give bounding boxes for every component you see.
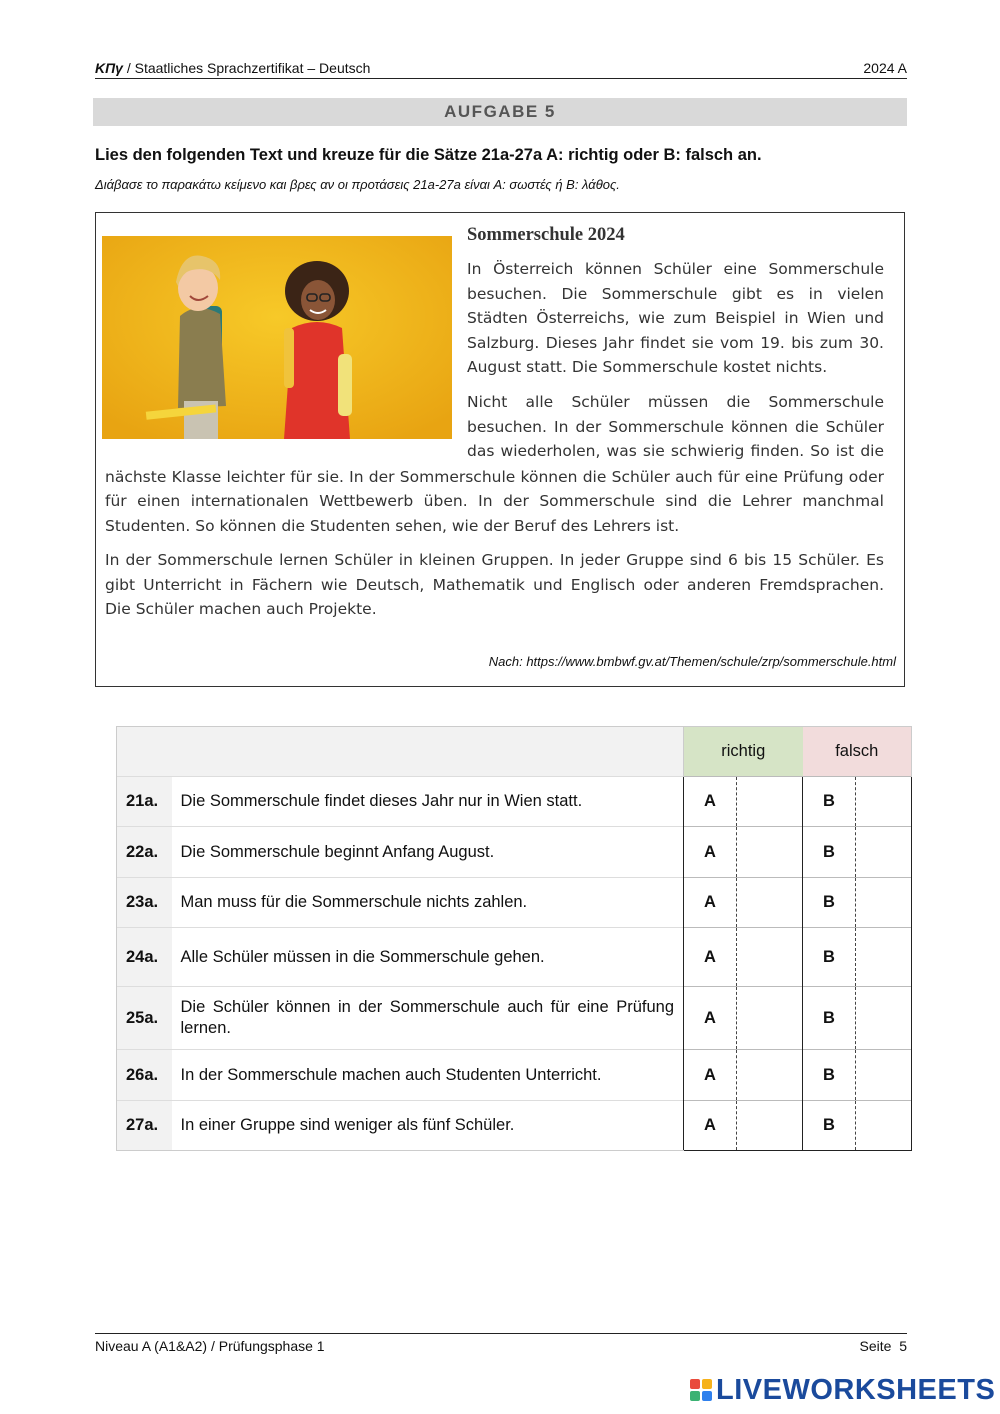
table-row bbox=[117, 1101, 912, 1151]
column-falsch: falsch bbox=[803, 727, 912, 777]
text-line: In Österreich können Schüler eine Sommerschule bbox=[467, 260, 884, 278]
footer-level: Niveau A (A1&A2) / Prüfungsphase 1 bbox=[95, 1338, 325, 1354]
answer-box-a[interactable] bbox=[737, 827, 803, 878]
answer-table bbox=[116, 726, 912, 1151]
header-title: / Staatliches Sprachzertifikat – Deutsch bbox=[122, 60, 371, 76]
table-row bbox=[117, 1050, 912, 1101]
instruction-greek: Διάβασε το παρακάτω κείμενο και βρες αν οι προτάσεις 21a-27a είναι A: σωστές ή B: λάθος. bbox=[95, 177, 620, 192]
table-row bbox=[117, 878, 912, 928]
answer-box-a[interactable] bbox=[737, 1050, 803, 1101]
question-number: 27a. bbox=[117, 1101, 172, 1151]
table-row bbox=[117, 987, 912, 1050]
question-statement: Man muss für die Sommerschule nichts zahlen. bbox=[172, 878, 684, 928]
question-statement: In einer Gruppe sind weniger als fünf Schüler. bbox=[172, 1101, 684, 1151]
text-line: Salzburg. Dieses Jahr findet sie vom 19. bis zum 30. bbox=[467, 333, 884, 352]
option-b-label: B bbox=[803, 777, 856, 827]
text-line: In der Sommerschule lernen Schüler in kleinen Gruppen. In jeder Gruppe sind 6 bis 15 Schüler. Es bbox=[105, 551, 884, 569]
article-source: Nach: https://www.bmbwf.gv.at/Themen/schule/zrp/sommerschule.html bbox=[488, 654, 896, 669]
article-paragraph-2-top bbox=[467, 390, 884, 464]
question-number: 25a. bbox=[117, 987, 172, 1050]
article-paragraph-3 bbox=[105, 548, 884, 622]
question-number: 21a. bbox=[117, 777, 172, 827]
option-a-label: A bbox=[684, 987, 737, 1050]
answer-box-a[interactable] bbox=[737, 1101, 803, 1151]
text-line: besuchen. Die Sommerschule gibt es in vielen bbox=[467, 284, 884, 303]
text-line: Städten Österreichs, wie zum Beispiel in Wien und bbox=[467, 309, 884, 327]
page-header bbox=[95, 60, 907, 79]
header-left bbox=[95, 60, 370, 76]
question-statement: Die Sommerschule beginnt Anfang August. bbox=[172, 827, 684, 878]
column-richtig: richtig bbox=[684, 727, 803, 777]
header-year: 2024 A bbox=[863, 60, 907, 76]
option-b-label: B bbox=[803, 928, 856, 987]
article-title: Sommerschule 2024 bbox=[467, 225, 625, 245]
question-number: 24a. bbox=[117, 928, 172, 987]
liveworksheets-logo-icon bbox=[690, 1379, 712, 1401]
option-b-label: B bbox=[803, 1050, 856, 1101]
answer-box-a[interactable] bbox=[737, 928, 803, 987]
answer-box-a[interactable] bbox=[737, 878, 803, 928]
answer-box-a[interactable] bbox=[737, 987, 803, 1050]
option-b-label: B bbox=[803, 987, 856, 1050]
option-a-label: A bbox=[684, 777, 737, 827]
table-header-blank bbox=[117, 727, 684, 777]
answer-box-b[interactable] bbox=[856, 1050, 912, 1101]
text-line: besuchen. In der Sommerschule können die Schüler bbox=[467, 417, 884, 436]
brand-name: LIVEWORKSHEETS bbox=[716, 1373, 996, 1406]
question-statement: In der Sommerschule machen auch Studenten Unterricht. bbox=[172, 1050, 684, 1101]
option-b-label: B bbox=[803, 1101, 856, 1151]
text-line: Nicht alle Schüler müssen die Sommerschule bbox=[467, 393, 884, 411]
table-row bbox=[117, 777, 912, 827]
text-line: August statt. Die Sommerschule kostet nichts. bbox=[467, 358, 828, 376]
logo-tile bbox=[702, 1391, 712, 1401]
text-line: nächste Klasse leichter für sie. In der Sommerschule können die Schüler auch für eine Prüfung oder bbox=[105, 467, 884, 486]
answer-box-b[interactable] bbox=[856, 827, 912, 878]
logo-tile bbox=[702, 1379, 712, 1389]
question-number: 23a. bbox=[117, 878, 172, 928]
option-b-label: B bbox=[803, 827, 856, 878]
question-number: 22a. bbox=[117, 827, 172, 878]
text-line: gibt Unterricht in Fächern wie Deutsch, Mathematik und Englisch oder anderen Fremdsprachen. bbox=[105, 575, 884, 594]
option-b-label: B bbox=[803, 878, 856, 928]
page-footer bbox=[95, 1333, 907, 1354]
option-a-label: A bbox=[684, 1101, 737, 1151]
logo-tile bbox=[690, 1391, 700, 1401]
answer-box-b[interactable] bbox=[856, 928, 912, 987]
photo-illustration bbox=[102, 236, 452, 439]
page-number: Seite 5 bbox=[859, 1338, 907, 1354]
text-line: für einen internationalen Wettbewerb üben. In der Sommerschule sind die Lehrer manchmal bbox=[105, 492, 884, 510]
option-a-label: A bbox=[684, 1050, 737, 1101]
text-line: Die Schüler machen auch Projekte. bbox=[105, 600, 377, 618]
question-statement: Die Schüler können in der Sommerschule auch für eine Prüfung lernen. bbox=[172, 987, 684, 1050]
logo-tile bbox=[690, 1379, 700, 1389]
text-line: das wiederholen, was sie schwierig finden. So ist die bbox=[467, 442, 884, 460]
text-line: Studenten. So können die Studenten sehen, wie der Beruf des Lehrers ist. bbox=[105, 516, 680, 535]
instruction-german: Lies den folgenden Text und kreuze für die Sätze 21a-27a A: richtig oder B: falsch an. bbox=[95, 146, 762, 164]
question-statement: Alle Schüler müssen in die Sommerschule gehen. bbox=[172, 928, 684, 987]
answer-box-b[interactable] bbox=[856, 777, 912, 827]
table-row bbox=[117, 827, 912, 878]
table-row bbox=[117, 928, 912, 987]
option-a-label: A bbox=[684, 878, 737, 928]
option-a-label: A bbox=[684, 827, 737, 878]
question-statement: Die Sommerschule findet dieses Jahr nur in Wien statt. bbox=[172, 777, 684, 827]
children-photo bbox=[102, 236, 452, 439]
answer-box-a[interactable] bbox=[737, 777, 803, 827]
article-paragraph-2-bottom bbox=[105, 465, 884, 539]
article-paragraph-1 bbox=[467, 257, 884, 380]
liveworksheets-brand bbox=[690, 1372, 995, 1408]
task-title: AUFGABE 5 bbox=[93, 98, 907, 126]
question-number: 26a. bbox=[117, 1050, 172, 1101]
option-a-label: A bbox=[684, 928, 737, 987]
answer-box-b[interactable] bbox=[856, 987, 912, 1050]
answer-box-b[interactable] bbox=[856, 878, 912, 928]
header-brand: KΠγ bbox=[95, 60, 123, 76]
answer-box-b[interactable] bbox=[856, 1101, 912, 1151]
